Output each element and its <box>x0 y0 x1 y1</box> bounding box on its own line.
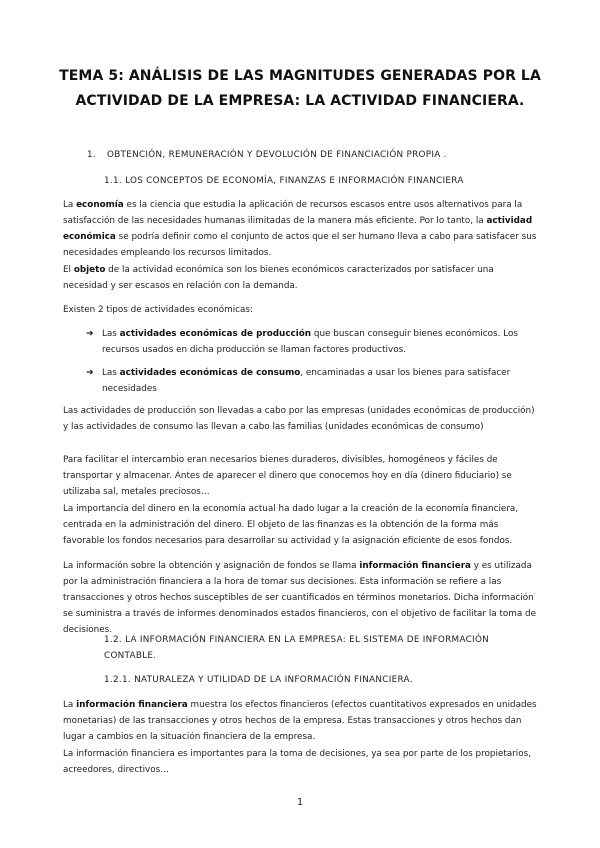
arrow-right-icon: ➔ <box>86 329 94 339</box>
paragraph-intercambio: Para facilitar el intercambio eran necesarios bienes duraderos, divisibles, homogéneos y fáciles de transportar y almacenar. Antes de aparecer el dinero que conocemos hoy en día (dinero fiduciario) se utilizaba sal, metales preciosos… <box>63 455 512 497</box>
paragraph-dinero: La importancia del dinero en la economía actual ha dado lugar a la creación de la economía financiera, centrada en la administración del dinero. El objeto de las finanzas es la obtención de la forma más favorable los fondos necesarios para desarrollar su actividad y la asignación eficiente de esos fondos. <box>63 504 519 546</box>
paragraph-produccion-consumo: Las actividades de producción son llevadas a cabo por las empresas (unidades económicas de producción) y las actividades de consumo las llevan a cabo las familias (unidades económicas de consumo) <box>63 406 535 432</box>
page-title <box>40 64 560 114</box>
section-heading-1 <box>87 150 447 160</box>
subsection-heading-1-2: 1.2. LA INFORMACIÓN FINANCIERA EN LA EMPRESA: EL SISTEMA DE INFORMACIÓN CONTABLE. <box>104 635 490 661</box>
section-number: 1. <box>87 150 96 160</box>
arrow-right-icon: ➔ <box>86 368 94 378</box>
list-item-text: Las actividades económicas de producción que buscan conseguir bienes económicos. Los recursos usados en dicha producción se llaman factores productivos. <box>102 329 518 355</box>
title-line-1: TEMA 5: ANÁLISIS DE LAS MAGNITUDES GENERADAS POR LA <box>59 68 541 84</box>
subsection-heading-1-2-1: 1.2.1. NATURALEZA Y UTILIDAD DE LA INFORMACIÓN FINANCIERA. <box>104 675 413 685</box>
paragraph-economia: La economía es la ciencia que estudia la aplicación de recursos escasos entre usos alternativos para la satisfacción de las necesidades humanas ilimitadas de la manera más eficiente. Por lo tanto, la actividad económica se podría definir como el conjunto de actos que el ser humano lleva a cabo para satisfacer sus necesidades empleando los recursos limitados. <box>63 200 537 258</box>
section-heading-text: OBTENCIÓN, REMUNERACIÓN Y DEVOLUCIÓN DE FINANCIACIÓN PROPIA . <box>107 150 447 160</box>
paragraph-informacion-financiera: La información sobre la obtención y asignación de fondos se llama información financiera y es utilizada por la administración financiera a la hora de tomar sus decisiones. Esta información se refiere a las transacciones y otros hechos susceptibles de ser cuantificados en términos monetarios. Dicha información se suministra a través de informes denominados estados financieros, con el objetivo de facilitar la toma de decisiones. <box>63 561 537 635</box>
paragraph-utilidad: La información financiera es importantes para la toma de decisiones, ya sea por parte de los propietarios, acreedores, directivos… <box>63 749 531 775</box>
title-line-2: ACTIVIDAD DE LA EMPRESA: LA ACTIVIDAD FINANCIERA. <box>75 93 525 109</box>
list-item-text: Las actividades económicas de consumo, encaminadas a usar los bienes para satisfacer necesidades <box>102 368 511 394</box>
paragraph-tipos: Existen 2 tipos de actividades económicas: <box>63 305 253 315</box>
paragraph-naturaleza: La información financiera muestra los efectos financieros (efectos cuantitativos expresados en unidades monetarias) de las transacciones y otros hechos de la empresa. Estas transacciones y otros hechos dan lugar a cambios en la situación financiera de la empresa. <box>63 700 537 742</box>
page-number: 1 <box>296 797 304 808</box>
paragraph-objeto: El objeto de la actividad económica son los bienes económicos caracterizados por satisfacer una necesidad y ser escasos en relación con la demanda. <box>63 265 494 291</box>
subsection-heading-1-1: 1.1. LOS CONCEPTOS DE ECONOMÍA, FINANZAS E INFORMACIÓN FINANCIERA <box>104 176 464 186</box>
